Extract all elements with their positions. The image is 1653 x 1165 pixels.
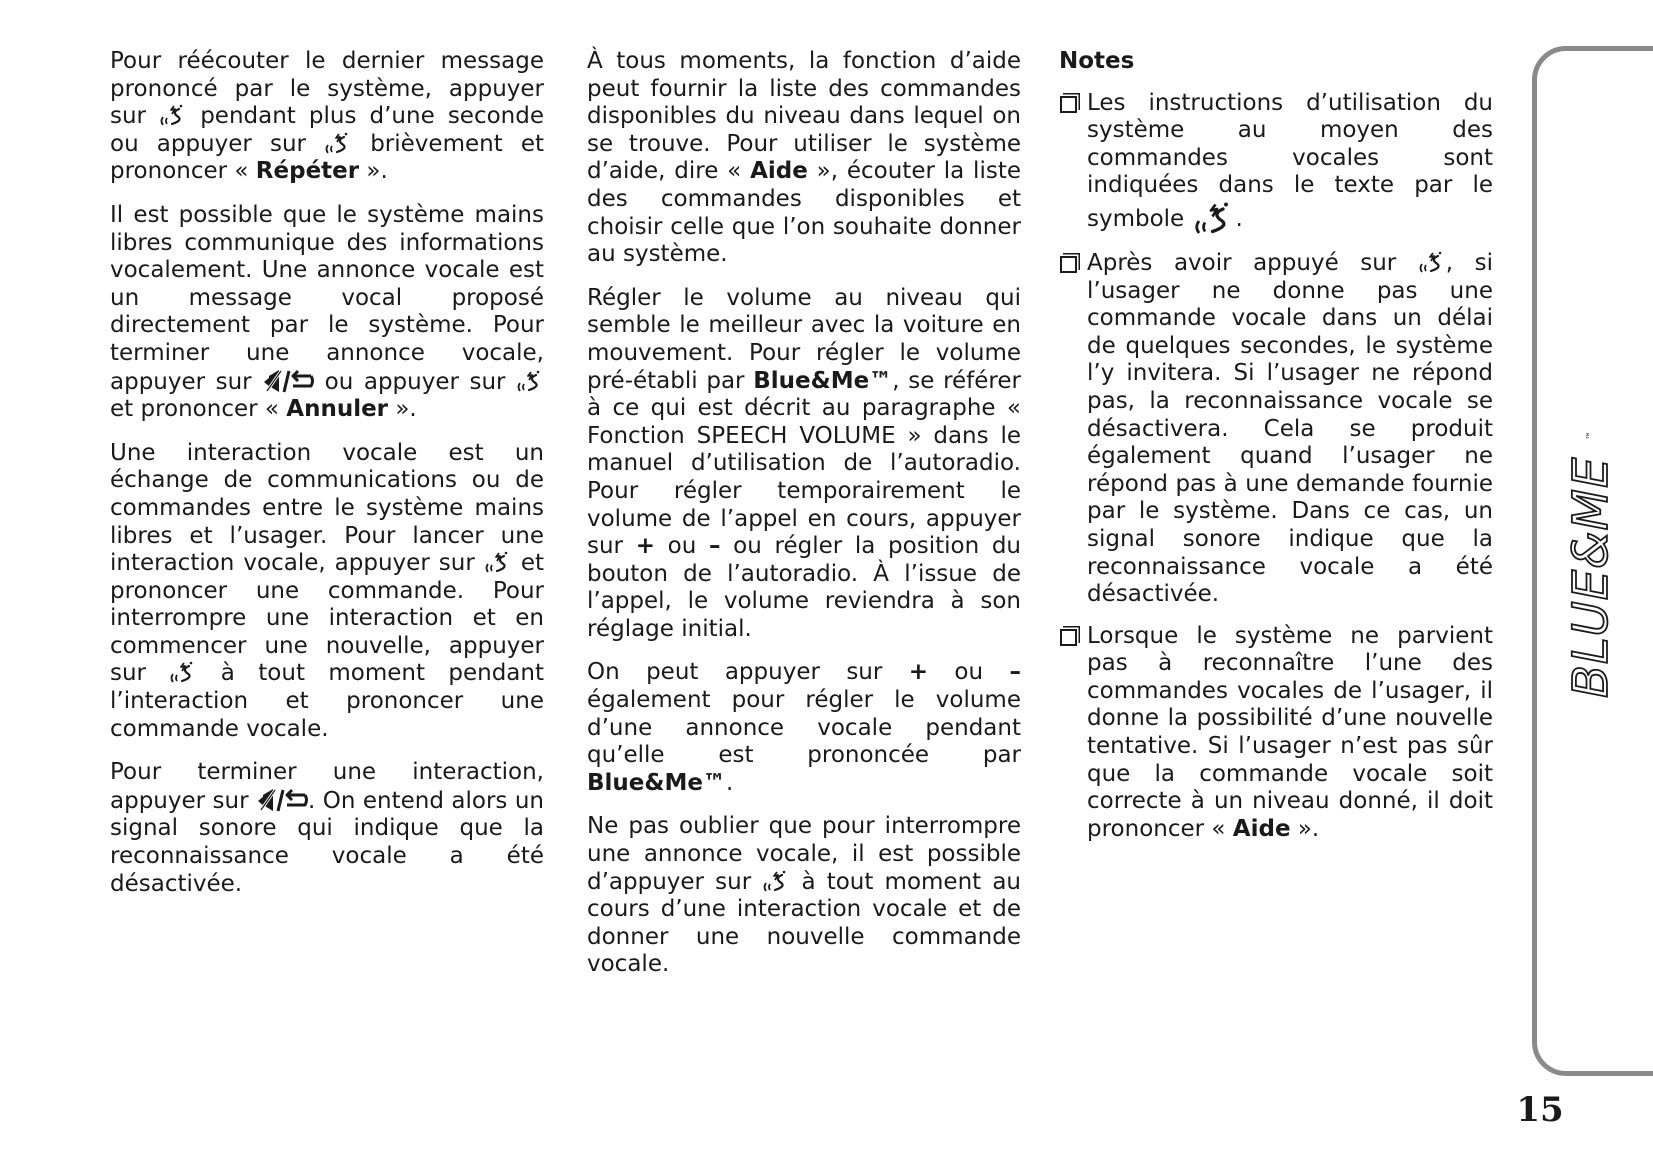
mute-back-icon bbox=[262, 368, 314, 394]
plus-key: + bbox=[908, 659, 929, 686]
brand-trademark: ™ bbox=[1586, 431, 1596, 440]
paragraph-volume: Régler le volume au niveau qui semble le meilleur avec la voiture en mouvement. Pour régler le volume pré-établi par Blue&Me™, se référer à ce qui est décrit au paragraphe « Fonction SPEECH VOLUME » dans le manuel d’utilisation de l’autoradio. Pour régler temporairement le volume de l’appel en cours, appuyer sur + ou – ou régler la position du bouton de l’autoradio. À l’issue de l’appel, le volume reviendra à son réglage initial. bbox=[587, 284, 1021, 642]
paragraph-voice-interaction: Une interaction vocale est un échange de communications ou de commandes entre le système mains libres et l’usager. Pour lancer une interaction vocale, appuyer sur et prononcer une commande. Pour interrompre une interaction et en commencer une nouvelle, appuyer sur à tout moment pendant l’interaction et prononcer une commande vocale. bbox=[110, 439, 544, 742]
note-item: Les instructions d’utilisation du système au moyen des commandes vocales sont indiquées dans le texte par le symbole . bbox=[1059, 90, 1493, 236]
command-annuler: Annuler bbox=[286, 396, 389, 423]
column-3-notes bbox=[1059, 48, 1493, 857]
checkbox-bullet-icon bbox=[1060, 256, 1077, 273]
paragraph-announcement-volume: On peut appuyer sur + ou – également pour régler le volume d’une annonce vocale pendant qu’elle est prononcée par Blue&Me™. bbox=[587, 659, 1021, 796]
paragraph-voice-announcement: Il est possible que le système mains libres communique des informations vocalement. Une annonce vocale est un message vocal proposé directement par le système. Pour terminer une annonce vocale, appuyer sur ou appuyer sur et prononcer « Annuler ». bbox=[110, 201, 544, 423]
page-number: 15 bbox=[1516, 1090, 1564, 1130]
note-item: Après avoir appuyé sur , si l’usager ne donne pas une commande vocale dans un délai de quelques secondes, le système l’y invitera. Si l’usager ne répond pas, la reconnaissance vocale se désactivera. Cela se produit également quand l’usager ne répond pas à une demande fournie par le système. Dans ce cas, un signal sonore indique que la reconnaissance vocale a été désactivée. bbox=[1059, 250, 1493, 609]
checkbox-bullet-icon bbox=[1060, 629, 1077, 646]
paragraph-end-interaction: Pour terminer une interaction, appuyer sur . On entend alors un signal sonore qui indique que la reconnaissance vocale a été désactivée. bbox=[110, 759, 544, 897]
voice-command-icon bbox=[1418, 250, 1446, 274]
mute-back-icon bbox=[256, 787, 308, 813]
paragraph-help: À tous moments, la fonction d’aide peut fournir la liste des commandes disponibles du niveau dans lequel on se trouve. Pour utiliser le système d’aide, dire « Aide », écouter la liste des commandes disponibles et choisir celle que l’on souhaite donner au système. bbox=[587, 48, 1021, 268]
voice-command-icon bbox=[159, 103, 187, 127]
paragraph-repeat: Pour réécouter le dernier message prononcé par le système, appuyer sur pendant plus d’une seconde ou appuyer sur brièvement et prononcer « Répéter ». bbox=[110, 48, 545, 185]
paragraph-interrupt: Ne pas oublier que pour interrompre une annonce vocale, il est possible d’appuyer sur à tout moment au cours d’une interaction vocale et de donner une nouvelle commande vocale. bbox=[587, 813, 1022, 978]
column-2 bbox=[587, 48, 1021, 995]
command-aide: Aide bbox=[1232, 815, 1291, 842]
command-aide: Aide bbox=[750, 158, 808, 185]
minus-key: – bbox=[1009, 659, 1021, 686]
blue-and-me-logo bbox=[1563, 430, 1623, 700]
notes-heading: Notes bbox=[1059, 48, 1135, 74]
voice-command-icon bbox=[1192, 200, 1236, 236]
voice-command-icon bbox=[484, 550, 512, 574]
note-item: Lorsque le système ne parvient pas à reconnaître l’une des commandes vocales de l’usager, il donne la possibilité d’une nouvelle tentative. Si l’usager n’est pas sûr que la commande vocale soit correcte à un niveau donné, il doit prononcer « Aide ». bbox=[1059, 623, 1493, 844]
voice-command-icon bbox=[169, 660, 197, 684]
voice-command-icon bbox=[762, 869, 790, 893]
column-1 bbox=[110, 48, 544, 914]
command-repeter: Répéter bbox=[255, 158, 360, 185]
voice-command-icon bbox=[324, 131, 352, 155]
brand-inline: Blue&Me™ bbox=[753, 367, 893, 394]
plus-key: + bbox=[635, 533, 655, 560]
brand-inline: Blue&Me™ bbox=[587, 769, 726, 796]
voice-command-icon bbox=[516, 369, 544, 393]
checkbox-bullet-icon bbox=[1060, 96, 1077, 113]
minus-key: – bbox=[709, 533, 721, 560]
brand-name: BLUE&ME bbox=[1563, 456, 1619, 698]
